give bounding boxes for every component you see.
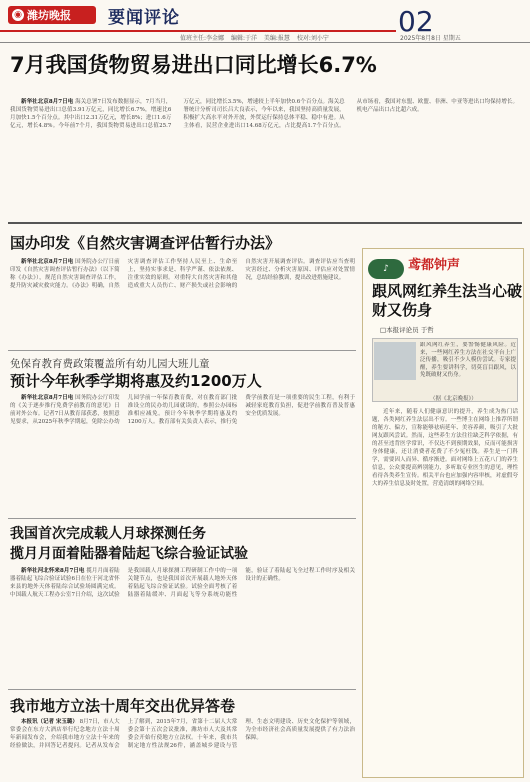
article-text: 揽月月面着陆器着陆起飞综合验证试验6日在位于河北省怀来县的地外天体着陆综合试验场圆满完成。中国载人航天工程办公室7日介绍，这次试验是我国载人月球探测工程研制工作中的一项关键节点，也是我国首次开展载人地外天体着陆起飞综合验证试验。试验全面考核了着陆器着陆缓冲、月面起飞等分系统功能性能，验证了着陆起飞全过程工作时序及相关设计的正确性。	[10, 568, 355, 598]
author-byline: □本报评论员 于哲	[380, 326, 434, 334]
article-headline: 预计今年秋季学期将惠及约1200万人	[10, 372, 262, 390]
newspaper-logo	[8, 6, 96, 24]
article-dateline: 新华社河北怀来8月7日电	[21, 568, 85, 574]
masthead	[0, 0, 530, 42]
article-body	[10, 567, 355, 685]
article-body	[10, 718, 355, 780]
article-dateline: 本报讯（记者 宋玉璐）	[21, 719, 78, 725]
commentary-body	[372, 408, 518, 774]
article-text: 海关总署7日发布数据显示，7月当月，我国货物贸易进出口总值3.91万亿元，同比增长6.7%，增速比6月加快1.5个百分点。其中出口2.31万亿元，增长8%；进口1.6万亿元，增长4.8%。今年前7个月，我国货物贸易进出口总值25.7万亿元，同比增长3.5%，增速较上半年加快0.6个百分点。海关总署统计分析司司长吕大良表示，今年以来，我国坚持高质量发展，积极扩大高水平对外开放，外贸运行保持总体平稳、稳中有进。从主体看，民营企业进出口14.68万亿元，占比提高1.7个百分点。从市场看，我国对东盟、欧盟、非洲、中亚等进出口均保持增长。机电产品出口占比超六成。	[10, 99, 518, 129]
logo-icon: ◉	[12, 9, 24, 21]
editor-credit: 值班主任:李金娜	[180, 35, 225, 42]
article-headline: 我市地方立法十周年交出优异答卷	[10, 697, 236, 715]
section-title: 要闻评论	[108, 8, 180, 28]
article-dateline: 新华社北京8月7日电	[21, 259, 74, 265]
headline-line: 我国首次完成载人月球探测任务	[10, 526, 206, 542]
article-body	[10, 258, 355, 346]
column-banner	[368, 256, 518, 276]
article-kicker: 免保育教育费政策覆盖所有幼儿园大班儿童	[10, 358, 210, 370]
section-divider	[8, 222, 522, 224]
section-divider	[8, 689, 356, 690]
commentary-title: 跟风网红养生法当心破财又伤身	[372, 282, 523, 319]
article-headline	[10, 524, 355, 564]
masthead-rule	[0, 30, 396, 32]
header-divider	[0, 42, 530, 43]
editor-credits	[180, 33, 334, 42]
section-divider	[8, 350, 356, 351]
article-body	[10, 394, 355, 514]
headline-line: 揽月月面着陆器着陆起飞综合验证试验	[10, 546, 248, 562]
note-source: （据《北京晚报》）	[430, 396, 477, 402]
article-text: 国务院办公厅印发的《关于逐步推行免费学前教育的意见》日前对外公布。记者7日从教育部获悉，按照意见要求，从2025年秋季学期起，免除公办幼儿园学前一年保育教育费，对在教育部门批准设立的民办幼儿园就读的，参照公办园标准相应减免。预计今年秋季学期将惠及约1200万人。教育部有关负责人表示，推行免费学前教育是一项重要的民生工程，有利于减轻家庭教育负担，促进学前教育普及普惠安全优质发展。	[10, 395, 355, 425]
bell-icon: ♪	[368, 259, 404, 279]
article-dateline: 新华社北京8月7日电	[21, 99, 74, 105]
page-number: 02	[398, 5, 434, 38]
issue-date: 2025年8月8日 星期五	[400, 35, 461, 42]
logo-text: 潍坊晚报	[27, 9, 71, 22]
commentary-text: 近年来，随着人们健康意识的提升，养生成为热门话题，各类网红养生法层出不穷。一些博主在网络上推荐所谓的秘方、偏方，宣称能够祛病延年、美容养颜，吸引了大批网友跟风尝试。然而，这些养生方法往往缺乏科学依据，有的甚至违背医学常识，不仅达不到预期效果，反而可能损害身体健康，还让消费者花费了不少冤枉钱。养生是一门科学，需要因人而异、循序渐进。面对网络上五花八门的养生信息，公众要提高辨别能力，多听取专业医生的意见，理性看待各类养生宣传。相关平台也应加强内容审核，对虚假夸大的养生信息及时处置，营造清朗的网络空间。	[372, 409, 518, 487]
commentary-author	[380, 325, 434, 334]
editor-credit: 美编:报慧	[263, 35, 290, 42]
article-dateline: 新华社北京8月7日电	[21, 395, 74, 401]
editor-credit: 校对:刘小宁	[296, 35, 329, 42]
article-headline: 7月我国货物贸易进出口同比增长6.7%	[10, 53, 377, 77]
article-headline: 国办印发《自然灾害调查评估暂行办法》	[10, 234, 281, 252]
article-body	[10, 98, 518, 216]
column-name: 鸢都钟声	[408, 258, 461, 273]
editor-credit: 编辑:于洋	[230, 35, 257, 42]
section-divider	[8, 518, 356, 519]
note-text: 跟风网红养生，要警惕健康风险。近来，一些网红养生方法在社交平台上广泛传播，吸引不少人模仿尝试。专家提醒，养生要讲科学，切莫盲目跟风，以免既破财又伤身。	[420, 342, 516, 378]
article-text: 8月7日，市人大常委会在东方大酒店举行纪念地方立法十周年新闻发布会，介绍我市地方立法十年来的经验做法，并回答记者提问。记者从发布会上了解到，2015年7月，省第十二届人大常委会第十五次会议批准，潍坊市人大及其常委会开始行使地方立法权。十年来，我市共制定地方性法规26件，涵盖城乡建设与管理、生态文明建设、历史文化保护等领域，为全市经济社会高质量发展提供了有力法治保障。	[10, 719, 355, 749]
note-image	[374, 342, 416, 380]
article-text: 国务院办公厅日前印发《自然灾害调查评估暂行办法》（以下简称《办法》），规范自然灾害调查评估工作，提升防灾减灾救灾能力。《办法》明确，自然灾害调查评估工作坚持人民至上、生命至上，坚持实事求是、科学严谨、依法依规、注重实效的原则。对重特大自然灾害和其他造成重大人员伤亡、财产损失或社会影响的自然灾害开展调查评估。调查评估应当查明灾害经过、分析灾害原因、评估应对处置情况，总结经验教训，提出改进措施建议。	[10, 259, 355, 289]
